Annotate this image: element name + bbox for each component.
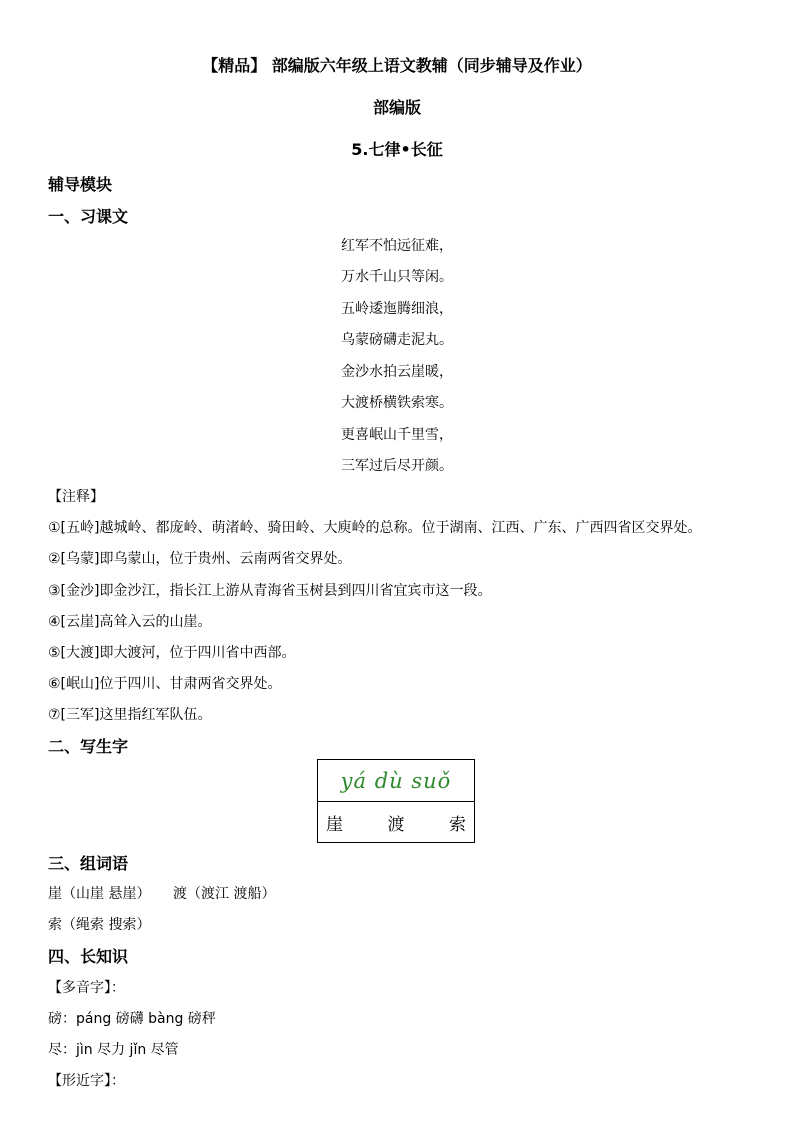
pinyin-text: yá dù suǒ — [340, 768, 452, 793]
poem-line: 三军过后尽开颜。 — [341, 458, 453, 474]
poem-line: 大渡桥横铁索寒。 — [341, 395, 453, 411]
character-writing-table — [317, 759, 475, 843]
poem-line: 五岭逶迤腾细浪， — [341, 301, 453, 317]
note-item: ⑥[岷山]位于四川、甘肃两省交界处。 — [48, 676, 282, 692]
pinyin-row — [318, 760, 474, 802]
note-item: ⑤[大渡]即大渡河，位于四川省中西部。 — [48, 645, 296, 661]
section-heading-1: 一、习课文 — [48, 207, 129, 226]
section-heading-4: 四、长知识 — [48, 947, 129, 966]
poem-line: 金沙水拍云崖暖， — [341, 364, 453, 380]
note-item: ④[云崖]高耸入云的山崖。 — [48, 614, 212, 630]
poem-line: 红军不怕远征难， — [341, 238, 453, 254]
document-title: 【精品】 部编版六年级上语文教辅（同步辅导及作业） — [202, 56, 592, 75]
character-cell: 崖 — [326, 815, 343, 835]
word-group: 渡（渡江 渡船） — [173, 886, 276, 902]
character-row — [318, 802, 474, 843]
note-item: ①[五岭]越城岭、都庞岭、萌渚岭、骑田岭、大庾岭的总称。位于湖南、江西、广东、广西四省区交界处。 — [48, 520, 702, 536]
word-group: 索（绳索 搜索） — [48, 917, 151, 933]
polyphone-label: 【多音字】： — [48, 980, 125, 996]
character-cell: 渡 — [387, 815, 405, 835]
poem-line: 万水千山只等闲。 — [341, 269, 453, 285]
section-heading-2: 二、写生字 — [48, 737, 129, 756]
notes-label: 【注释】 — [48, 489, 104, 505]
section-heading-3: 三、组词语 — [48, 854, 129, 873]
poem-line: 更喜岷山千里雪， — [341, 427, 453, 443]
note-item: ②[乌蒙]即乌蒙山，位于贵州、云南两省交界处。 — [48, 551, 352, 567]
character-cell: 索 — [449, 815, 466, 835]
polyphone-entry: 磅：páng 磅礴 bàng 磅秤 — [48, 1011, 216, 1027]
word-group: 崖（山崖 悬崖） — [48, 886, 151, 902]
lesson-title: 5.七律•长征 — [351, 140, 443, 159]
note-item: ⑦[三军]这里指红军队伍。 — [48, 707, 212, 723]
document-subtitle: 部编版 — [372, 98, 421, 117]
note-item: ③[金沙]即金沙江，指长江上游从青海省玉树县到四川省宜宾市这一段。 — [48, 583, 492, 599]
section-module-heading: 辅导模块 — [48, 175, 113, 194]
poem-line: 乌蒙磅礴走泥丸。 — [341, 332, 453, 348]
similar-char-label: 【形近字】： — [48, 1073, 125, 1089]
polyphone-entry: 尽：jìn 尽力 jǐn 尽管 — [48, 1042, 179, 1058]
